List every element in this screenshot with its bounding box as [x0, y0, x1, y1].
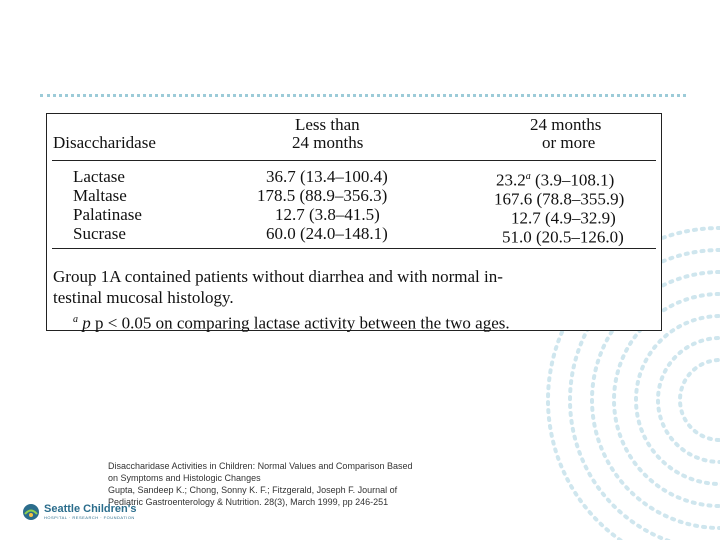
row-enzyme: Sucrase: [73, 224, 126, 243]
citation-line-1: Disaccharidase Activities in Children: Normal Values and Comparison Based: [108, 461, 413, 471]
citation-line-2: on Symptoms and Histologic Changes: [108, 473, 261, 483]
logo-tagline: HOSPITAL · RESEARCH · FOUNDATION: [44, 514, 135, 520]
disaccharidase-table: [46, 113, 662, 331]
row-young-value: 36.7 (13.4–100.4): [266, 167, 388, 186]
body-rule: [52, 248, 656, 249]
header-disaccharidase: Disaccharidase: [53, 133, 156, 152]
footnote-line-2: testinal mucosal histology.: [53, 288, 234, 307]
row-young-value: 60.0 (24.0–148.1): [266, 224, 388, 243]
row-young-value: 178.5 (88.9–356.3): [257, 186, 388, 205]
citation: [108, 460, 412, 508]
row-older-value: 51.0 (20.5–126.0): [502, 227, 624, 247]
header-or-more: or more: [542, 133, 596, 152]
footnote-line-1: Group 1A contained patients without diarrhea and with normal in-: [53, 267, 503, 286]
row-enzyme: Lactase: [73, 167, 125, 186]
row-young-value: 12.7 (3.8–41.5): [275, 205, 380, 224]
row-enzyme: Palatinase: [73, 205, 142, 224]
citation-line-4: Pediatric Gastroenterology & Nutrition. 28(3), March 1999, pp 246-251: [108, 497, 389, 507]
header-less-than: Less than: [295, 115, 360, 134]
logo-name: Seattle Children's: [44, 502, 137, 515]
seattle-childrens-logo: [22, 503, 136, 521]
row-enzyme: Maltase: [73, 186, 127, 205]
logo-mark-icon: [22, 503, 40, 521]
row-older-value: 12.7 (4.9–32.9): [511, 208, 616, 228]
row-older-value: 23.2$^a$ (3.9–108.1): [496, 170, 615, 190]
citation-line-3: Gupta, Sandeep K.; Chong, Sonny K. F.; Fitzgerald, Joseph F. Journal of: [108, 485, 398, 495]
header-24-months-or: 24 months: [530, 115, 602, 134]
header-24-months: 24 months: [292, 133, 364, 152]
footnote-line-3: $^a$ p p < 0.05 on comparing lactase activity between the two ages.: [73, 313, 510, 333]
row-older-value: 167.6 (78.8–355.9): [494, 189, 625, 209]
dotted-divider: [40, 94, 686, 97]
header-rule: [52, 160, 656, 161]
